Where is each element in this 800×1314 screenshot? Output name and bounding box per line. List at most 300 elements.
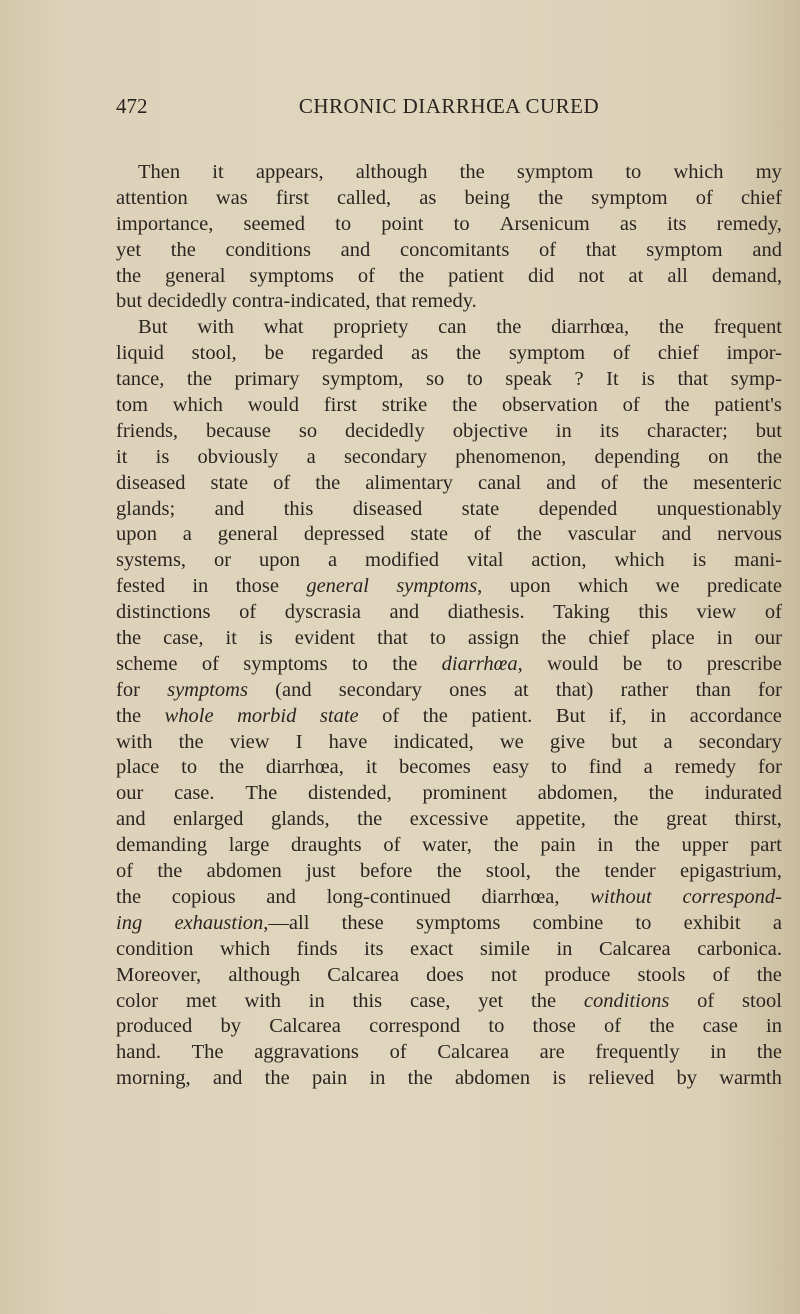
word: and — [661, 523, 692, 546]
word: not — [490, 963, 518, 986]
word: that — [585, 238, 617, 261]
word: all — [667, 264, 688, 287]
text-line — [116, 393, 782, 419]
word: but — [116, 290, 148, 313]
word: although — [355, 161, 428, 183]
word: fested — [116, 575, 165, 598]
word: at — [628, 264, 644, 287]
word: in — [766, 1015, 782, 1038]
word-group — [442, 652, 523, 678]
word: for — [758, 756, 782, 779]
word: But — [138, 316, 168, 339]
word: frequently — [595, 1041, 680, 1064]
word: becomes — [399, 756, 471, 779]
word: which — [172, 394, 223, 417]
word: predicate — [706, 575, 782, 598]
word: , — [477, 575, 483, 598]
word: abdomen — [206, 860, 282, 883]
word: to — [635, 911, 652, 934]
word: by — [676, 1067, 698, 1090]
word: chief — [657, 342, 699, 365]
word: the — [658, 316, 684, 339]
word: hand. — [116, 1041, 161, 1064]
word: first — [275, 186, 309, 209]
word: upon — [509, 575, 551, 598]
text-line — [116, 730, 782, 756]
word: obviously — [197, 445, 279, 468]
word-group — [396, 574, 482, 600]
word: conditions — [225, 238, 311, 261]
word: pain — [540, 834, 576, 857]
word: patient's — [714, 394, 782, 417]
word: which — [673, 161, 724, 183]
word: being — [464, 186, 510, 209]
word: the — [756, 1041, 782, 1064]
word: the — [555, 860, 581, 883]
text-line — [116, 367, 782, 393]
word: of — [695, 186, 713, 209]
word: primary — [234, 368, 300, 391]
word: prescribe — [706, 652, 782, 675]
word: regarded — [311, 342, 384, 365]
word: of — [622, 394, 640, 417]
word: morning, — [116, 1067, 191, 1090]
text-line — [116, 859, 782, 885]
word: its — [599, 419, 620, 442]
word: as — [419, 186, 437, 209]
word: although — [228, 963, 301, 986]
word: so — [425, 368, 445, 391]
word: stool — [742, 989, 782, 1012]
word: at — [513, 678, 529, 701]
italic-word: exhaustion — [174, 911, 264, 934]
word: in — [556, 937, 573, 960]
word: evident — [294, 627, 356, 650]
word: unquestionably — [656, 497, 782, 520]
word: symptom — [516, 161, 594, 183]
word: a — [772, 911, 782, 934]
word: patient — [448, 264, 504, 287]
word: (and — [275, 678, 312, 701]
word: remedy. — [411, 290, 477, 313]
word: alimentary — [365, 471, 453, 494]
word: symptoms — [416, 911, 501, 934]
word: with — [116, 730, 153, 753]
word: view — [696, 601, 737, 624]
word: nervous — [717, 523, 782, 546]
word: which — [614, 549, 665, 572]
word: those — [532, 1015, 576, 1038]
word: to — [453, 212, 470, 235]
word: of — [201, 652, 219, 675]
word: to — [351, 652, 368, 675]
word: as — [411, 342, 429, 365]
word: the — [399, 264, 425, 287]
word: a — [643, 756, 653, 779]
word: place — [651, 627, 695, 650]
text-line — [116, 160, 782, 186]
word: case, — [409, 989, 451, 1012]
word: depending — [594, 445, 680, 468]
word: long-continued — [326, 885, 451, 908]
word: diarrhœa, — [481, 885, 560, 908]
text-line — [116, 678, 782, 704]
running-title: CHRONIC DIARRHŒA CURED — [298, 94, 600, 118]
word: the — [116, 885, 142, 908]
word: secondary — [343, 445, 428, 468]
word: and — [389, 601, 420, 624]
word: thirst, — [734, 808, 782, 831]
word: of — [600, 471, 618, 494]
text-line — [116, 600, 782, 626]
word: diathesis. — [447, 601, 525, 624]
word: warmth — [719, 1067, 782, 1090]
word: case. — [174, 782, 215, 805]
word: and — [212, 1067, 243, 1090]
text-line — [116, 1040, 782, 1066]
word: in — [555, 419, 572, 442]
italic-word: diarrhœa — [441, 652, 518, 675]
word: which — [578, 575, 629, 598]
word: that — [377, 627, 408, 650]
word: tender — [604, 860, 656, 883]
text-line — [116, 341, 782, 367]
word: the — [218, 756, 244, 779]
word: case — [702, 1015, 738, 1038]
word: Taking — [553, 601, 610, 624]
page-number: 472 — [116, 94, 148, 118]
italic-word: ing — [116, 911, 143, 934]
word: which — [219, 937, 271, 960]
word: of — [604, 1015, 622, 1038]
word: yet — [116, 238, 142, 261]
word: than — [695, 678, 731, 701]
word: observation — [502, 394, 598, 417]
word: the — [531, 989, 557, 1012]
word: strike — [381, 394, 428, 417]
text-line — [116, 186, 782, 212]
italic-word: correspond- — [682, 885, 782, 908]
word: the — [422, 704, 448, 727]
word: , — [517, 652, 523, 675]
word: view — [229, 730, 270, 753]
word: the — [541, 627, 567, 650]
word: its — [364, 937, 384, 960]
word: But — [555, 704, 586, 727]
word: propriety — [333, 316, 409, 339]
word: of — [116, 860, 134, 883]
word: a — [327, 549, 338, 572]
word: to — [625, 161, 642, 183]
word: appetite, — [515, 808, 586, 831]
word: pain — [311, 1067, 348, 1090]
word: frequent — [713, 316, 782, 339]
word: the — [116, 627, 142, 650]
text-line — [116, 626, 782, 652]
word: symptom — [646, 238, 723, 261]
text-line — [116, 419, 782, 445]
word: action, — [531, 549, 587, 572]
italic-word: conditions — [583, 989, 670, 1012]
word: upon — [116, 523, 157, 546]
italic-word: symptoms — [167, 678, 248, 701]
word: ,—all — [263, 911, 310, 934]
word: depended — [538, 497, 618, 520]
word: abdomen — [454, 1067, 531, 1090]
word: great — [666, 808, 708, 831]
word: our — [116, 782, 144, 805]
word: and — [752, 238, 782, 261]
word: exhibit — [683, 911, 741, 934]
word: It — [606, 368, 619, 391]
word: produce — [544, 963, 611, 986]
word: Calcarea — [269, 1015, 341, 1038]
word: can — [438, 316, 467, 339]
word: ? — [574, 368, 584, 391]
word: general — [165, 264, 226, 287]
word: this — [283, 497, 314, 520]
word: symptom, — [321, 368, 404, 391]
word: to — [429, 627, 446, 650]
word: the — [496, 316, 522, 339]
word: are — [539, 1041, 565, 1064]
word: the — [664, 394, 690, 417]
word: copious — [171, 885, 236, 908]
text-line — [116, 445, 782, 471]
word: in — [716, 627, 733, 650]
word: in — [369, 1067, 386, 1090]
word: decidedly — [345, 419, 425, 442]
word: but — [755, 419, 782, 442]
word: called, — [337, 186, 392, 209]
text-line — [116, 212, 782, 238]
word: symptom — [591, 186, 668, 209]
word: of — [473, 523, 491, 546]
word: enlarged — [173, 808, 244, 831]
word: the — [116, 264, 142, 287]
word: of — [539, 238, 557, 261]
word: state — [410, 523, 449, 546]
word: stool, — [485, 860, 531, 883]
word: relieved — [588, 1067, 655, 1090]
text-line — [116, 471, 782, 497]
word: draughts — [291, 834, 362, 857]
word: condition — [116, 937, 194, 960]
word: to — [550, 756, 567, 779]
word: in — [192, 575, 209, 598]
word: that — [677, 368, 709, 391]
word: prominent — [422, 782, 507, 805]
word: phenomenon, — [455, 445, 567, 468]
word: is — [155, 445, 170, 468]
word: in — [308, 989, 325, 1012]
word: this — [352, 989, 383, 1012]
word: Calcarea — [437, 1041, 510, 1064]
word: patient. — [471, 704, 533, 727]
text-line — [116, 807, 782, 833]
word: I — [295, 730, 303, 753]
word: of — [383, 834, 401, 857]
word: first — [323, 394, 357, 417]
word: just — [306, 860, 336, 883]
word: The — [245, 782, 278, 805]
italic-word: without — [590, 885, 652, 908]
word: upper — [681, 834, 729, 857]
word: the — [648, 782, 674, 805]
word: would — [547, 652, 599, 675]
body-text — [116, 160, 782, 1092]
word: carbonica. — [697, 937, 782, 960]
word: character; — [647, 419, 728, 442]
word: is — [641, 368, 655, 391]
word: aggravations — [254, 1041, 359, 1064]
word: objective — [452, 419, 528, 442]
word: not — [578, 264, 605, 287]
word: the — [392, 652, 418, 675]
word: my — [755, 161, 782, 183]
text-line — [116, 522, 782, 548]
word: symp- — [730, 368, 782, 391]
word: excessive — [409, 808, 489, 831]
word: attention — [116, 186, 188, 209]
word: find — [588, 756, 622, 779]
word: secondary — [338, 678, 422, 701]
word: its — [667, 212, 687, 235]
word: a — [182, 523, 192, 546]
word: tance, — [116, 368, 165, 391]
word: and — [546, 471, 576, 494]
word: rather — [620, 678, 669, 701]
word: of — [712, 963, 730, 986]
word: tom — [116, 394, 148, 417]
text-line — [116, 885, 782, 911]
word: but — [611, 730, 638, 753]
text-line — [116, 781, 782, 807]
word: if, — [609, 704, 627, 727]
word: the — [357, 808, 383, 831]
word: the — [756, 963, 782, 986]
text-line — [116, 652, 782, 678]
word-group — [174, 911, 309, 937]
word: of — [357, 264, 375, 287]
italic-word: whole — [164, 704, 214, 727]
word: decidedly — [147, 290, 233, 313]
word: epigastrium, — [679, 860, 782, 883]
word: canal — [477, 471, 522, 494]
word: glands, — [270, 808, 330, 831]
word: a — [306, 445, 316, 468]
word: finds — [296, 937, 338, 960]
word: does — [426, 963, 464, 986]
word: simile — [479, 937, 530, 960]
text-line — [116, 1014, 782, 1040]
word: stool, — [191, 342, 237, 365]
word: importance, — [116, 212, 214, 235]
word: our — [754, 627, 782, 650]
word: have — [328, 730, 368, 753]
word: the — [643, 471, 669, 494]
word: upon — [259, 549, 301, 572]
word: met — [185, 989, 217, 1012]
word: of — [612, 342, 631, 365]
word: easy — [492, 756, 530, 779]
word: to — [488, 1015, 505, 1038]
word: mani- — [734, 549, 782, 572]
text-line — [116, 911, 782, 937]
word: mesenteric — [693, 471, 782, 494]
word: to — [466, 368, 483, 391]
word: yet — [478, 989, 504, 1012]
word: diseased — [352, 497, 423, 520]
word: would — [247, 394, 299, 417]
word: case, — [163, 627, 204, 650]
word: scheme — [116, 652, 178, 675]
word: systems, — [116, 549, 187, 572]
word: of — [382, 704, 400, 727]
word: with — [197, 316, 234, 339]
word: chief — [588, 627, 630, 650]
word: Calcarea — [598, 937, 671, 960]
word: on — [708, 445, 729, 468]
word: the — [516, 523, 542, 546]
word: point — [381, 212, 424, 235]
page-header — [116, 94, 782, 122]
word: the — [407, 1067, 433, 1090]
word: before — [359, 860, 413, 883]
word: diseased — [116, 471, 186, 494]
word: is — [692, 549, 707, 572]
word: to — [666, 652, 683, 675]
word: modified — [365, 549, 440, 572]
word: large — [228, 834, 270, 857]
word: these — [341, 911, 384, 934]
word: symptoms — [249, 264, 334, 287]
word: the — [452, 394, 478, 417]
word: in — [710, 1041, 727, 1064]
word: vascular — [567, 523, 636, 546]
italic-word: state — [319, 704, 359, 727]
word: and — [340, 238, 371, 261]
word: contra-indicated, — [232, 290, 376, 313]
word: that — [375, 290, 412, 313]
word: is — [552, 1067, 567, 1090]
word: remedy — [674, 756, 737, 779]
italic-word: general — [306, 575, 369, 598]
text-line — [116, 315, 782, 341]
word: is — [259, 627, 273, 650]
text-line — [116, 704, 782, 730]
word: and — [266, 885, 296, 908]
word: did — [527, 264, 555, 287]
word: correspond — [369, 1015, 461, 1038]
word: the — [157, 860, 183, 883]
word: indicated, — [393, 730, 474, 753]
word: so — [298, 419, 318, 442]
word: Arsenicum — [499, 212, 590, 235]
word: state — [210, 471, 249, 494]
word: remedy, — [716, 212, 782, 235]
word: demand, — [711, 264, 782, 287]
word: vital — [466, 549, 504, 572]
word: to — [335, 212, 352, 235]
word: part — [749, 834, 782, 857]
word: was — [215, 186, 248, 209]
word: for — [758, 678, 782, 701]
word: secondary — [698, 730, 782, 753]
word: Calcarea — [327, 963, 399, 986]
text-line — [116, 497, 782, 523]
word: diarrhœa, — [551, 316, 630, 339]
